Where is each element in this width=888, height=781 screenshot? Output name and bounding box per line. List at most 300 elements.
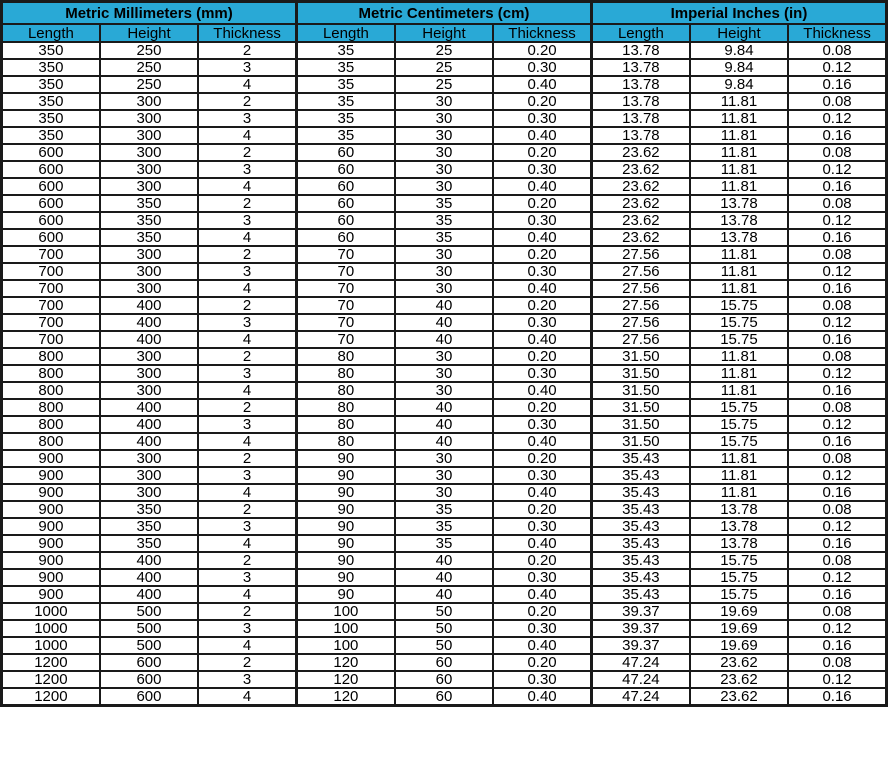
cell: 0.12 [788, 263, 886, 280]
col-header-1-height: Height [395, 24, 493, 42]
cell: 0.08 [788, 42, 886, 59]
cell: 19.69 [690, 620, 788, 637]
cell: 0.20 [493, 399, 591, 416]
cell: 0.08 [788, 552, 886, 569]
cell: 0.30 [493, 161, 591, 178]
cell: 13.78 [690, 518, 788, 535]
cell: 300 [100, 263, 198, 280]
cell: 80 [296, 399, 394, 416]
table-row [2, 229, 887, 246]
cell: 0.20 [493, 603, 591, 620]
cell: 23.62 [591, 229, 689, 246]
cell: 35.43 [591, 484, 689, 501]
cell: 11.81 [690, 263, 788, 280]
cell: 0.16 [788, 76, 886, 93]
cell: 9.84 [690, 76, 788, 93]
cell: 35.43 [591, 501, 689, 518]
cell: 11.81 [690, 280, 788, 297]
cell: 27.56 [591, 263, 689, 280]
cell: 2 [198, 603, 296, 620]
cell: 40 [395, 399, 493, 416]
cell: 30 [395, 280, 493, 297]
cell: 0.08 [788, 348, 886, 365]
cell: 350 [2, 127, 100, 144]
cell: 15.75 [690, 399, 788, 416]
cell: 700 [2, 314, 100, 331]
cell: 35.43 [591, 586, 689, 603]
cell: 27.56 [591, 297, 689, 314]
cell: 30 [395, 127, 493, 144]
cell: 600 [2, 229, 100, 246]
cell: 0.30 [493, 59, 591, 76]
cell: 60 [296, 229, 394, 246]
cell: 300 [100, 348, 198, 365]
column-header-row [2, 24, 887, 42]
table-row [2, 501, 887, 518]
cell: 0.30 [493, 212, 591, 229]
cell: 0.08 [788, 144, 886, 161]
cell: 0.40 [493, 586, 591, 603]
cell: 11.81 [690, 110, 788, 127]
cell: 350 [2, 59, 100, 76]
cell: 0.08 [788, 399, 886, 416]
group-header-row [2, 2, 887, 25]
cell: 0.08 [788, 501, 886, 518]
cell: 31.50 [591, 365, 689, 382]
cell: 13.78 [690, 501, 788, 518]
cell: 700 [2, 297, 100, 314]
cell: 4 [198, 484, 296, 501]
cell: 400 [100, 416, 198, 433]
cell: 13.78 [591, 93, 689, 110]
cell: 15.75 [690, 297, 788, 314]
cell: 0.40 [493, 127, 591, 144]
cell: 40 [395, 586, 493, 603]
cell: 2 [198, 246, 296, 263]
cell: 300 [100, 450, 198, 467]
cell: 300 [100, 127, 198, 144]
cell: 400 [100, 569, 198, 586]
cell: 1000 [2, 620, 100, 637]
cell: 80 [296, 433, 394, 450]
cell: 4 [198, 178, 296, 195]
cell: 4 [198, 433, 296, 450]
table-row [2, 314, 887, 331]
cell: 0.30 [493, 467, 591, 484]
cell: 0.16 [788, 178, 886, 195]
cell: 30 [395, 246, 493, 263]
table-row [2, 42, 887, 59]
cell: 900 [2, 467, 100, 484]
cell: 40 [395, 552, 493, 569]
table-row [2, 212, 887, 229]
cell: 0.08 [788, 93, 886, 110]
cell: 700 [2, 246, 100, 263]
cell: 900 [2, 518, 100, 535]
cell: 4 [198, 688, 296, 706]
group-header-2: Imperial Inches (in) [591, 2, 886, 25]
cell: 350 [100, 212, 198, 229]
cell: 0.30 [493, 671, 591, 688]
cell: 50 [395, 637, 493, 654]
cell: 15.75 [690, 416, 788, 433]
cell: 400 [100, 331, 198, 348]
cell: 600 [100, 654, 198, 671]
cell: 0.08 [788, 654, 886, 671]
cell: 60 [296, 161, 394, 178]
cell: 90 [296, 586, 394, 603]
cell: 35 [296, 127, 394, 144]
table-row [2, 433, 887, 450]
cell: 0.30 [493, 416, 591, 433]
cell: 500 [100, 603, 198, 620]
cell: 0.16 [788, 382, 886, 399]
cell: 13.78 [591, 127, 689, 144]
cell: 3 [198, 59, 296, 76]
cell: 2 [198, 297, 296, 314]
table-row [2, 484, 887, 501]
cell: 0.16 [788, 331, 886, 348]
cell: 90 [296, 552, 394, 569]
cell: 500 [100, 620, 198, 637]
cell: 60 [395, 688, 493, 706]
cell: 0.30 [493, 110, 591, 127]
cell: 0.16 [788, 127, 886, 144]
cell: 2 [198, 144, 296, 161]
col-header-2-thickness: Thickness [788, 24, 886, 42]
cell: 23.62 [591, 144, 689, 161]
cell: 31.50 [591, 433, 689, 450]
cell: 350 [100, 195, 198, 212]
cell: 0.16 [788, 433, 886, 450]
table-row [2, 586, 887, 603]
cell: 19.69 [690, 603, 788, 620]
cell: 11.81 [690, 93, 788, 110]
cell: 0.20 [493, 144, 591, 161]
cell: 25 [395, 42, 493, 59]
cell: 400 [100, 297, 198, 314]
table-row [2, 93, 887, 110]
cell: 70 [296, 297, 394, 314]
cell: 40 [395, 331, 493, 348]
col-header-0-height: Height [100, 24, 198, 42]
cell: 13.78 [591, 110, 689, 127]
cell: 700 [2, 280, 100, 297]
cell: 300 [100, 382, 198, 399]
cell: 90 [296, 501, 394, 518]
cell: 60 [395, 654, 493, 671]
cell: 23.62 [591, 178, 689, 195]
cell: 0.40 [493, 331, 591, 348]
cell: 120 [296, 688, 394, 706]
cell: 23.62 [591, 161, 689, 178]
cell: 50 [395, 603, 493, 620]
cell: 31.50 [591, 382, 689, 399]
group-header-0: Metric Millimeters (mm) [2, 2, 297, 25]
table-row [2, 195, 887, 212]
cell: 31.50 [591, 348, 689, 365]
cell: 0.30 [493, 314, 591, 331]
cell: 3 [198, 671, 296, 688]
cell: 30 [395, 93, 493, 110]
cell: 350 [100, 501, 198, 518]
table-row [2, 280, 887, 297]
cell: 60 [296, 195, 394, 212]
cell: 400 [100, 586, 198, 603]
cell: 2 [198, 93, 296, 110]
cell: 400 [100, 399, 198, 416]
cell: 35.43 [591, 535, 689, 552]
cell: 15.75 [690, 314, 788, 331]
cell: 23.62 [690, 688, 788, 706]
cell: 0.12 [788, 365, 886, 382]
cell: 35 [395, 195, 493, 212]
cell: 0.20 [493, 93, 591, 110]
cell: 0.40 [493, 637, 591, 654]
cell: 900 [2, 450, 100, 467]
cell: 80 [296, 365, 394, 382]
cell: 600 [100, 671, 198, 688]
cell: 0.20 [493, 450, 591, 467]
table-row [2, 620, 887, 637]
cell: 300 [100, 178, 198, 195]
cell: 3 [198, 518, 296, 535]
cell: 11.81 [690, 178, 788, 195]
table-row [2, 76, 887, 93]
cell: 31.50 [591, 399, 689, 416]
cell: 600 [2, 195, 100, 212]
cell: 70 [296, 331, 394, 348]
cell: 60 [296, 178, 394, 195]
cell: 90 [296, 535, 394, 552]
cell: 0.30 [493, 569, 591, 586]
table-row [2, 637, 887, 654]
cell: 600 [2, 144, 100, 161]
cell: 0.20 [493, 501, 591, 518]
table-row [2, 671, 887, 688]
cell: 300 [100, 484, 198, 501]
cell: 0.12 [788, 161, 886, 178]
cell: 80 [296, 348, 394, 365]
cell: 35.43 [591, 450, 689, 467]
cell: 23.62 [591, 195, 689, 212]
cell: 900 [2, 552, 100, 569]
cell: 350 [2, 42, 100, 59]
cell: 0.40 [493, 433, 591, 450]
cell: 25 [395, 59, 493, 76]
col-header-0-length: Length [2, 24, 100, 42]
cell: 300 [100, 365, 198, 382]
cell: 0.08 [788, 195, 886, 212]
cell: 800 [2, 416, 100, 433]
cell: 600 [2, 212, 100, 229]
table-header [2, 2, 887, 43]
cell: 70 [296, 280, 394, 297]
cell: 0.20 [493, 195, 591, 212]
cell: 700 [2, 331, 100, 348]
cell: 3 [198, 161, 296, 178]
cell: 35 [296, 110, 394, 127]
cell: 15.75 [690, 552, 788, 569]
cell: 13.78 [690, 195, 788, 212]
cell: 35 [395, 229, 493, 246]
cell: 35 [296, 59, 394, 76]
cell: 120 [296, 654, 394, 671]
table-body [2, 42, 887, 706]
cell: 250 [100, 76, 198, 93]
cell: 600 [2, 161, 100, 178]
cell: 30 [395, 467, 493, 484]
cell: 15.75 [690, 586, 788, 603]
col-header-2-length: Length [591, 24, 689, 42]
cell: 39.37 [591, 620, 689, 637]
cell: 70 [296, 314, 394, 331]
cell: 4 [198, 229, 296, 246]
cell: 35 [395, 535, 493, 552]
cell: 13.78 [690, 535, 788, 552]
cell: 2 [198, 42, 296, 59]
cell: 500 [100, 637, 198, 654]
cell: 40 [395, 416, 493, 433]
cell: 2 [198, 399, 296, 416]
cell: 0.12 [788, 212, 886, 229]
table-row [2, 110, 887, 127]
cell: 90 [296, 484, 394, 501]
cell: 15.75 [690, 331, 788, 348]
cell: 35 [296, 42, 394, 59]
cell: 0.30 [493, 518, 591, 535]
cell: 35 [395, 212, 493, 229]
cell: 3 [198, 110, 296, 127]
group-header-1: Metric Centimeters (cm) [296, 2, 591, 25]
cell: 0.16 [788, 535, 886, 552]
table-row [2, 416, 887, 433]
cell: 300 [100, 246, 198, 263]
table-row [2, 331, 887, 348]
cell: 0.08 [788, 450, 886, 467]
cell: 23.62 [690, 671, 788, 688]
cell: 400 [100, 314, 198, 331]
cell: 47.24 [591, 671, 689, 688]
cell: 350 [100, 229, 198, 246]
cell: 35.43 [591, 467, 689, 484]
cell: 250 [100, 42, 198, 59]
table-row [2, 297, 887, 314]
cell: 0.16 [788, 586, 886, 603]
col-header-0-thickness: Thickness [198, 24, 296, 42]
cell: 13.78 [690, 212, 788, 229]
cell: 35.43 [591, 518, 689, 535]
cell: 30 [395, 178, 493, 195]
cell: 0.16 [788, 637, 886, 654]
cell: 47.24 [591, 688, 689, 706]
cell: 35 [395, 501, 493, 518]
cell: 0.20 [493, 654, 591, 671]
cell: 11.81 [690, 365, 788, 382]
cell: 4 [198, 331, 296, 348]
cell: 11.81 [690, 246, 788, 263]
table-row [2, 535, 887, 552]
cell: 90 [296, 518, 394, 535]
cell: 0.08 [788, 297, 886, 314]
cell: 2 [198, 348, 296, 365]
cell: 600 [100, 688, 198, 706]
cell: 0.16 [788, 484, 886, 501]
table-row [2, 552, 887, 569]
cell: 1200 [2, 688, 100, 706]
cell: 40 [395, 297, 493, 314]
cell: 2 [198, 501, 296, 518]
table-row [2, 688, 887, 706]
cell: 0.40 [493, 535, 591, 552]
cell: 30 [395, 484, 493, 501]
cell: 300 [100, 161, 198, 178]
cell: 0.40 [493, 382, 591, 399]
cell: 47.24 [591, 654, 689, 671]
cell: 350 [100, 535, 198, 552]
cell: 2 [198, 552, 296, 569]
cell: 0.12 [788, 671, 886, 688]
table-row [2, 365, 887, 382]
col-header-1-length: Length [296, 24, 394, 42]
cell: 3 [198, 569, 296, 586]
cell: 11.81 [690, 382, 788, 399]
cell: 35 [296, 76, 394, 93]
cell: 3 [198, 365, 296, 382]
cell: 30 [395, 348, 493, 365]
cell: 3 [198, 314, 296, 331]
cell: 0.12 [788, 467, 886, 484]
cell: 80 [296, 416, 394, 433]
cell: 25 [395, 76, 493, 93]
cell: 0.20 [493, 552, 591, 569]
table-row [2, 59, 887, 76]
cell: 3 [198, 467, 296, 484]
cell: 800 [2, 433, 100, 450]
cell: 35 [296, 93, 394, 110]
cell: 13.78 [591, 59, 689, 76]
table-row [2, 246, 887, 263]
cell: 90 [296, 450, 394, 467]
table-row [2, 144, 887, 161]
cell: 0.40 [493, 76, 591, 93]
cell: 800 [2, 365, 100, 382]
cell: 30 [395, 382, 493, 399]
cell: 0.40 [493, 178, 591, 195]
cell: 2 [198, 450, 296, 467]
cell: 2 [198, 195, 296, 212]
col-header-2-height: Height [690, 24, 788, 42]
cell: 400 [100, 433, 198, 450]
cell: 800 [2, 382, 100, 399]
table-row [2, 603, 887, 620]
cell: 3 [198, 416, 296, 433]
cell: 13.78 [591, 42, 689, 59]
cell: 27.56 [591, 246, 689, 263]
cell: 900 [2, 586, 100, 603]
cell: 0.12 [788, 569, 886, 586]
cell: 100 [296, 603, 394, 620]
cell: 60 [395, 671, 493, 688]
cell: 11.81 [690, 467, 788, 484]
cell: 60 [296, 212, 394, 229]
cell: 27.56 [591, 280, 689, 297]
cell: 35.43 [591, 552, 689, 569]
cell: 250 [100, 59, 198, 76]
table-row [2, 518, 887, 535]
cell: 90 [296, 467, 394, 484]
cell: 300 [100, 467, 198, 484]
